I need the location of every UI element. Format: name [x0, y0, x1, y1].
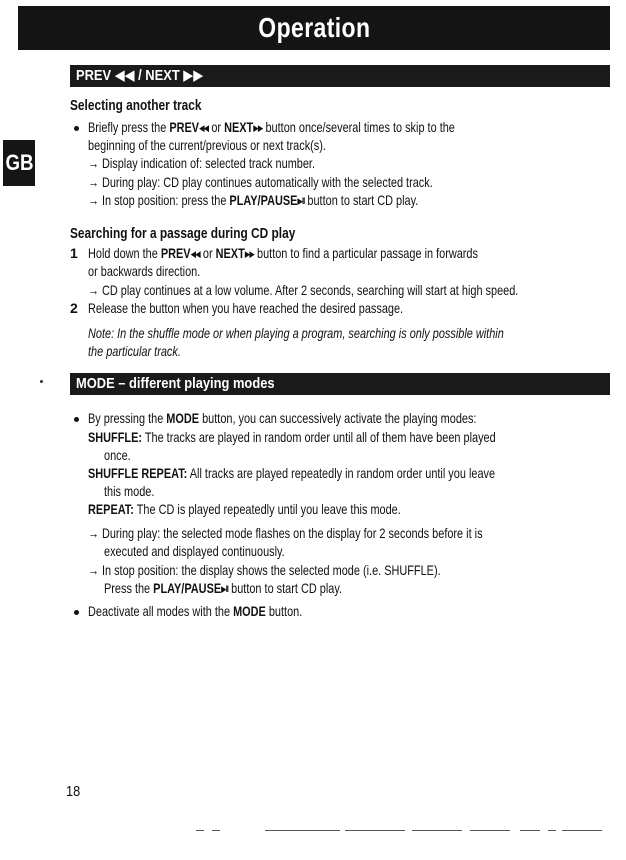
next-icon: ▶▶: [244, 249, 254, 259]
prev-icon: ◀◀: [199, 123, 209, 133]
note-line-1: Note: In the shuffle mode or when playing a program, searching is only possible within: [88, 325, 504, 341]
stray-mark: [40, 380, 43, 383]
section-title-prev-next: PREV ◀◀ / NEXT ▶▶: [76, 67, 204, 84]
footer-divider: [470, 830, 510, 831]
mode-intro: By pressing the MODE button, you can successively activate the playing modes:: [88, 410, 477, 426]
footer-divider: [345, 830, 405, 831]
step-number-1: 1: [70, 245, 78, 261]
footer-divider: [520, 830, 540, 831]
mode-shuffle-repeat-line-2: this mode.: [104, 483, 155, 499]
play-pause-icon: ▶II: [297, 196, 305, 206]
heading-searching-passage: Searching for a passage during CD play: [70, 226, 296, 242]
heading-selecting-track: Selecting another track: [70, 98, 202, 114]
mode-during-play-line-1: → During play: the selected mode flashes on the display for 2 seconds before it is: [88, 525, 483, 541]
searching-step-1-line-2: or backwards direction.: [88, 263, 201, 279]
language-tab-label: GB: [5, 150, 34, 175]
play-pause-icon: ▶II: [221, 584, 229, 594]
mode-stop-line-2: Press the PLAY/PAUSE▶II button to start CD play.: [104, 580, 343, 596]
page-title: Operation: [257, 12, 371, 43]
footer-divider: [548, 830, 556, 831]
section-title-mode: MODE – different playing modes: [76, 375, 275, 392]
footer-divider: [562, 830, 602, 831]
page-number: 18: [66, 783, 81, 800]
searching-step-1-line-3: → CD play continues at a low volume. After 2 seconds, searching will start at high speed.: [88, 282, 519, 298]
step-number-2: 2: [70, 300, 78, 316]
selecting-line-5: → In stop position: press the PLAY/PAUSE▶II button to start CD play.: [88, 192, 419, 208]
note-line-2: the particular track.: [88, 343, 181, 359]
mode-shuffle-line-2: once.: [104, 447, 131, 463]
selecting-line-1: Briefly press the PREV◀◀ or NEXT▶▶ button once/several times to skip to the: [88, 119, 455, 135]
selecting-line-4: → During play: CD play continues automatically with the selected track.: [88, 174, 433, 190]
mode-during-play-line-2: executed and displayed continuously.: [104, 543, 285, 559]
footer-divider: [196, 830, 204, 831]
bullet: [74, 610, 79, 615]
footer-divider: [412, 830, 462, 831]
searching-step-2: Release the button when you have reached the desired passage.: [88, 300, 404, 316]
section-bar-prev-next: [70, 65, 610, 87]
page-header: [18, 6, 610, 50]
section-bar-mode: [70, 373, 610, 395]
mode-shuffle: SHUFFLE: The tracks are played in random order until all of them have been played: [88, 429, 496, 445]
mode-deactivate: Deactivate all modes with the MODE button.: [88, 603, 303, 619]
mode-shuffle-repeat: SHUFFLE REPEAT: All tracks are played repeatedly in random order until you leave: [88, 465, 496, 481]
mode-stop-line-1: → In stop position: the display shows the selected mode (i.e. SHUFFLE).: [88, 562, 441, 578]
footer-divider: [212, 830, 220, 831]
language-tab: [3, 140, 35, 186]
next-icon: ▶▶: [253, 123, 263, 133]
prev-icon: ◀◀: [190, 249, 200, 259]
bullet: [74, 417, 79, 422]
selecting-line-2: beginning of the current/previous or next track(s).: [88, 137, 326, 153]
footer-divider: [265, 830, 340, 831]
searching-step-1: Hold down the PREV◀◀ or NEXT▶▶ button to find a particular passage in forwards: [88, 245, 478, 261]
selecting-line-3: → Display indication of: selected track number.: [88, 155, 316, 171]
bullet: [74, 126, 79, 131]
mode-repeat: REPEAT: The CD is played repeatedly until you leave this mode.: [88, 501, 401, 517]
